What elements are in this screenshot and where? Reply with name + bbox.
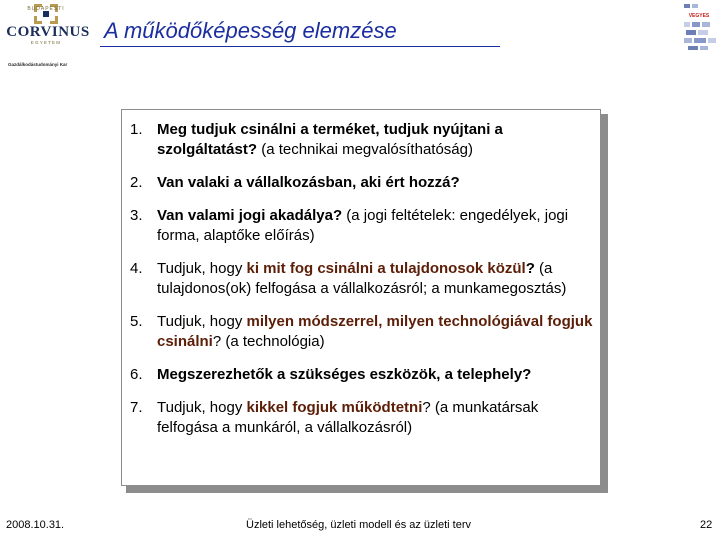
feasibility-list: [130, 120, 598, 451]
list-item-text-segment: Van valami jogi akadálya: [157, 207, 333, 224]
list-item-text-segment: ?: [525, 260, 535, 277]
list-item-number: 3.: [130, 207, 143, 224]
list-item: [130, 206, 598, 246]
svg-text:VEGYES: VEGYES: [688, 13, 710, 19]
logo-faculty: Gazdálkodástudományi Kar: [8, 62, 68, 67]
corvinus-logo: [4, 4, 96, 66]
list-item-text-segment: kikkel fogjuk működtetni: [246, 399, 423, 416]
slide-title: A működőképesség elemzése: [104, 18, 397, 43]
list-item: [130, 398, 598, 438]
logo-wordmark: CORVINUS: [6, 24, 90, 40]
list-item-text: [157, 121, 503, 158]
list-item-text-segment: Megszerezhetők a szükséges eszközök, a telephely?: [157, 366, 532, 383]
footer-date: 2008.10.31.: [6, 519, 65, 531]
page-number: 22: [700, 519, 713, 531]
list-item-number: 1.: [130, 121, 143, 138]
list-item-text-segment: (a jogi feltételek: engedélyek, jogi forma, alaptőke előírás): [157, 207, 569, 244]
list-item: [130, 173, 598, 193]
logo-top-text: BUDAPESTI: [27, 6, 65, 12]
decorative-logo-icon: [680, 2, 720, 52]
list-item-text: [157, 207, 568, 244]
list-item-text: [157, 313, 592, 350]
list-item-text: [157, 366, 531, 383]
list-item: [130, 312, 598, 352]
list-item-text-segment: ki mit fog csinálni a tulajdonosok közül: [246, 260, 526, 277]
list-item-number: 4.: [130, 260, 143, 277]
list-item-text-segment: Meg tudjuk csinálni a terméket, tudjuk nyújtani a szolgáltatást?: [157, 121, 503, 158]
title-underline: [100, 46, 500, 47]
list-item-text-segment: (a tulajdonos(ok) felfogása a vállalkozásról; a munkamegosztás): [157, 260, 567, 297]
list-item-text-segment: Van valaki a vállalkozásban, aki ért hozzá?: [157, 174, 460, 191]
list-item: [130, 259, 598, 299]
list-item: [130, 120, 598, 160]
list-item-number: 5.: [130, 313, 143, 330]
list-item-text: [157, 399, 538, 436]
list-item-text-segment: Tudjuk, hogy: [157, 399, 247, 416]
list-item-text-segment: milyen módszerrel, milyen technológiával fogjuk csinálni: [157, 313, 593, 350]
list-item: [130, 365, 598, 385]
list-item-number: 6.: [130, 366, 143, 383]
logo-subtext: EGYETEM: [30, 40, 62, 45]
list-item-text-segment: ?: [332, 207, 343, 224]
list-item-text: [157, 174, 460, 191]
footer-title: Üzleti lehetőség, üzleti modell és az üzleti terv: [246, 519, 471, 531]
list-item-text-segment: ? (a technológia): [212, 333, 325, 350]
list-item-text: [157, 260, 566, 297]
list-item-number: 2.: [130, 174, 143, 191]
list-item-text-segment: Tudjuk, hogy: [157, 260, 247, 277]
list-item-number: 7.: [130, 399, 143, 416]
list-item-text-segment: ? (a munkatársak felfogása a munkáról, a vállalkozásról): [157, 399, 539, 436]
content-box: [121, 109, 601, 486]
list-item-text-segment: (a technikai megvalósíthatóság): [257, 141, 473, 158]
list-item-text-segment: Tudjuk, hogy: [157, 313, 247, 330]
